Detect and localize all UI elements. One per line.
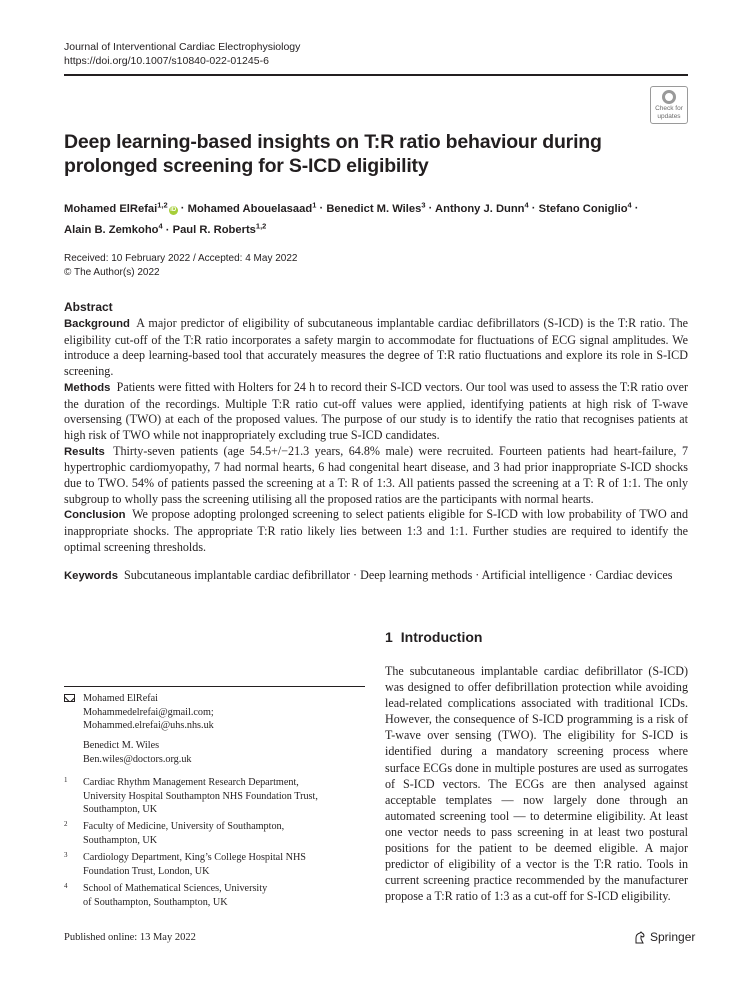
envelope-icon xyxy=(64,694,75,702)
journal-name: Journal of Interventional Cardiac Electrophysiology xyxy=(64,41,301,53)
author[interactable]: Mohamed Abouelasaad$^1$ xyxy=(187,200,317,215)
article-dates xyxy=(64,252,297,280)
author[interactable]: Benedict M. Wiles$^3$ xyxy=(326,200,426,215)
orcid-icon[interactable]: iD xyxy=(170,206,177,213)
publisher-name: Springer xyxy=(650,930,696,944)
footnote-rule xyxy=(64,686,365,687)
affiliations: 1 Cardiac Rhythm Management Research Department, University Hospital Southampton NHS Foundation Trust, Southampton, UK 2 Faculty of Medicine, University of Southampton, Southampton, UK 3 Cardiology Department, King’s College Hospital NHS Foundation Trust, London, UK 4 School of Mathematical Sciences, University of Southampton, Southampton, UK xyxy=(64,776,318,908)
abstract-methods: Methods Patients were fitted with Holters for 24 h to record their S-ICD vectors. Our tool was used to assess the T:R ratio over the duration of the recordings. Multiple T:R ratio cut-off values were applied, identifying patients at high risk of T-wave oversensing (TWO) at each of the proposed values. The purpose of our study is to identify the ratio that recognises patients at high risk of TWO while not inappropriately excluding true S-ICD candidates. xyxy=(64,379,689,442)
abstract-heading: Abstract xyxy=(64,300,113,314)
article-title: Deep learning-based insights on T:R ratio behaviour during prolonged screening for S-ICD eligibility xyxy=(64,131,602,177)
author[interactable]: Mohamed ElRefai$^{1,2}$ xyxy=(64,200,168,215)
keywords: Keywords Subcutaneous implantable cardiac defibrillator · Deep learning methods · Artificial intelligence · Cardiac devices xyxy=(64,568,673,582)
received-accepted: Received: 10 February 2022 / Accepted: 4 May 2022 xyxy=(64,253,298,264)
publisher-logo[interactable] xyxy=(634,930,695,944)
introduction-paragraph: The subcutaneous implantable cardiac defibrillator (S-ICD) was designed to offer defibrillation protection while avoiding lead-related complications associated with traditional ICDs. However, the consequence of S-ICD programming is a risk of T-wave over sensing (TWO). The eligibility for S-ICD is identified during a mandatory screening process where surface ECGs done in multiple postures are used as surrogates of S-ICD vectors. The ECGs are then analysed against acceptable templates — now largely done through an automated screening tool — to determine eligibility. At least one vector needs to pass screening in at least two postural positions for the patient to be deemed eligible. A major predictor of eligibility of a vector is the T:R ratio. Tools in current screening practice recommended by the manufacturer propose a T:R ratio of 1:3 as a cut-off for S-ICD eligibility. xyxy=(385,664,688,904)
published-online: Published online: 13 May 2022 xyxy=(64,932,196,943)
abstract-body xyxy=(64,316,688,556)
abstract-results: Results Thirty-seven patients (age 54.5+/−21.3 years, 64.8% male) were recruited. Fourteen patients had heart-failure, 7 hypertrophic cardiomyopathy, 7 had normal hearts, 6 had congenital heart disease, and 3 had prior inappropriate S-ICD shocks due to TWO. 54% of patients passed the screening at a T: R of 1:3. All patients passed the screening at a T: R of 1:1. The only subgroup to wholly pass the screening utilising all the proposed ratios are the participants with normal hearts. xyxy=(64,443,688,506)
badge-label-1: Check for xyxy=(655,105,683,112)
check-for-updates-icon xyxy=(662,90,676,104)
copyright: © The Author(s) 2022 xyxy=(64,267,160,278)
author[interactable]: Paul R. Roberts$^{1,2}$ xyxy=(172,221,267,237)
abstract-conclusion: Conclusion We propose adopting prolonged screening to select patients eligible for S-ICD with low probability of TWO and inappropriate shocks. The appropriate T:R ratio likely lies between 1:3 and 1:1. Further studies are required to identify the optimal screening thresholds. xyxy=(64,507,688,554)
email-link[interactable]: Ben.wiles@doctors.org.uk xyxy=(83,753,192,765)
doi-link[interactable]: https://doi.org/10.1007/s10840-022-01245-6 xyxy=(64,55,269,67)
author[interactable]: Stefano Coniglio$^4$ xyxy=(538,200,632,215)
header-rule xyxy=(64,74,688,76)
contact-1: Mohamed ElRefai Mohammedelrefai@gmail.com; Mohammed.elrefai@uhs.nhs.uk xyxy=(83,693,214,731)
contact-2: Benedict M. Wiles Ben.wiles@doctors.org.uk xyxy=(83,740,192,765)
springer-horse-icon xyxy=(634,931,646,944)
author[interactable]: Alain B. Zemkoho$^4$ xyxy=(64,221,163,237)
abstract-background: Background A major predictor of eligibility of subcutaneous implantable cardiac defibrillators (S-ICD) is the T:R ratio. The eligibility cut-off of the T:R ratio incorporates a safety margin to accommodate for fluctuations of ECG signal amplitudes. We introduce a deep learning-based tool that accurately measures the degree of T:R ratio fluctuations and explore its role in S-ICD screening. xyxy=(64,316,689,379)
correspondence-block xyxy=(64,692,364,765)
badge-label-2: updates xyxy=(657,113,681,120)
email-link[interactable]: Mohammed.elrefai@uhs.nhs.uk xyxy=(83,720,214,731)
email-link[interactable]: Mohammedelrefai@gmail.com; xyxy=(83,706,214,718)
author-list: Mohamed ElRefai$^{1,2}$iD · Mohamed Abouelasaad$^1$ · Benedict M. Wiles$^3$ · Anthony J. Dunn$^4$ · Stefano Coniglio$^4$ · Alain B. Zemkoho$^4$ · Paul R. Roberts$^{1,2}$ xyxy=(64,200,639,237)
section-heading-introduction: 1 Introduction xyxy=(385,629,483,645)
check-for-updates-badge[interactable] xyxy=(650,86,688,124)
author[interactable]: Anthony J. Dunn$^4$ xyxy=(435,200,529,215)
